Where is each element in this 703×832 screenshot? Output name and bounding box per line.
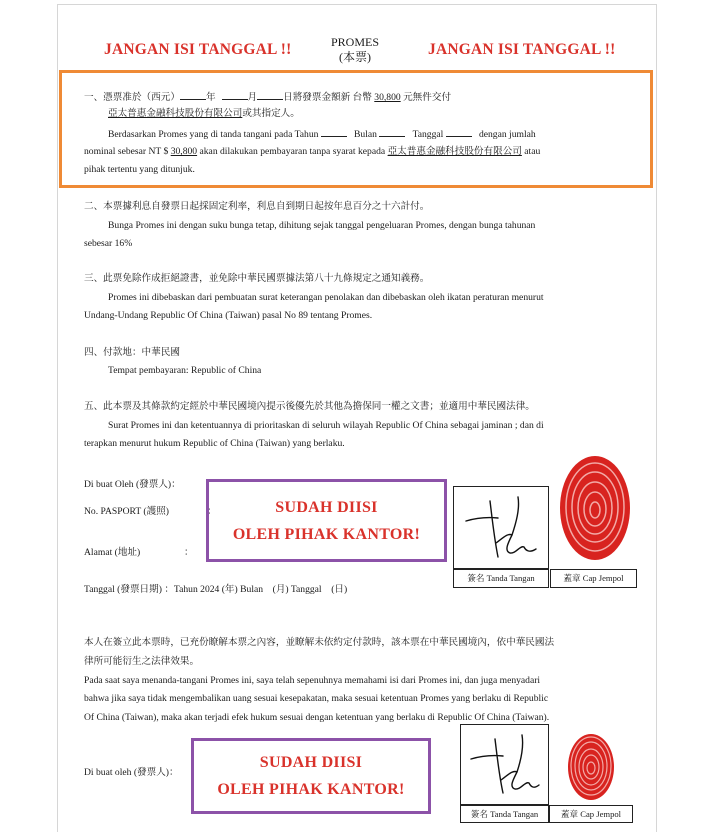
amount-value: 30,800 [374,92,401,103]
address-colon: ： [184,547,194,558]
address-label: Alamat (地址) [84,547,141,558]
office-notice-1-line-2: OLEH PIHAK KANTOR! [232,525,421,543]
office-notice-2-line-1: SUDAH DIISI [259,754,363,771]
footer-issuer-label: Di buat oleh (發票人)： [84,767,179,778]
section-1-zh-line-1: 一、憑票准於（西元） 年 月 日將發票金額新 台幣 30,800 元無件交付 [84,92,452,103]
title-subtitle: (本票) [339,50,371,64]
section-1-id-line-1: Berdasarkan Promes yang di tanda tangani pada Tahun Bulan Tanggal dengan jumlah [108,129,536,140]
date-warning-left: JANGAN ISI TANGGAL !! [104,41,292,58]
title-text: PROMES [330,35,380,49]
declaration-id-line-2: bahwa jika saya tidak mengembalikan uang sesuai kesepakatan, maka sesuai ketentuan Promes yang berlaku di Republic [84,693,549,704]
signature-box-2 [460,724,549,805]
section-5-id-line-1: Surat Promes ini dan ketentuannya di prioritaskan di seluruh wilayah Republic Of China sebagai jaminan ; dan di [108,420,544,431]
document-title [322,35,388,65]
signature-box-1 [453,486,549,569]
section-3-id-line-2: Undang-Undang Republic Of China (Taiwan) pasal No 89 tentang Promes. [84,310,373,321]
declaration-zh-line-1: 本人在簽立此本票時，已充份瞭解本票之內容，並瞭解未依約定付款時，該本票在中華民國境內，依中華民國法 [84,637,555,648]
issuer-label: Di buat Oleh (發票人)： [84,479,181,490]
section-4-id: Tempat pembayaran: Republic of China [108,365,262,376]
declaration-id-line-1: Pada saat saya menanda-tangani Promes ini, saya telah sepenuhnya memahami isi dari Promes ini, dan juga menyadari [84,675,541,686]
signature-label-1: 簽名 Tanda Tangan [453,569,549,588]
date-warning-right: JANGAN ISI TANGGAL !! [428,41,616,58]
declaration-zh-line-2: 律所可能衍生之法律效果。 [84,656,200,667]
section-1-id-line-3: pihak tertentu yang ditunjuk. [84,164,195,175]
section-4-zh: 四、付款地：中華民國 [84,347,180,358]
fingerprint-2 [565,731,617,803]
section-2-id-line-2: sebesar 16% [84,238,133,249]
section-3-id-line-1: Promes ini dibebaskan dari pembuatan surat keterangan penolakan dan dibebaskan oleh ikatan peraturan menurut [108,292,544,303]
stamp-label-2: 蓋章 Cap Jempol [549,805,633,823]
fingerprint-1 [556,452,634,564]
passport-colon: ： [207,506,217,517]
section-1-id-line-2: nominal sebesar NT $ 30,800 akan dilakukan pembayaran tanpa syarat kepada 亞太普惠金融科技股份有限公司 atau [84,146,541,157]
passport-label: No. PASPORT (護照) [84,506,169,517]
section-2-zh: 二、本票據利息自發票日起採固定利率，利息自到期日起按年息百分之十六計付。 [84,201,430,212]
handwritten-signature-2 [461,725,548,804]
section-5-zh: 五、此本票及其條款約定經於中華民國境內提示後優先於其他為擔保同一權之文書；並適用中華民國法律。 [84,401,535,412]
office-notice-1-line-1: SUDAH DIISI [275,498,378,516]
section-1-zh-line-2: 亞太普惠金融科技股份有限公司或其指定人。 [108,108,300,119]
section-2-id-line-1: Bunga Promes ini dengan suku bunga tetap, dihitung sejak tanggal pengeluaran Promes, dengan bunga tahunan [108,220,536,231]
declaration-id-line-3: Of China (Taiwan), maka akan terjadi efek hukum sesuai dengan ketentuan yang berlaku di Republic Of China (Taiwan). [84,712,550,723]
stamp-label-1: 蓋章 Cap Jempol [550,569,637,588]
handwritten-signature-1 [454,487,548,568]
office-notice-box-1 [206,479,447,562]
office-notice-box-2 [191,738,431,814]
signature-label-2: 簽名 Tanda Tangan [460,805,549,823]
section-3-zh: 三、此票免除作成拒絕證書，並免除中華民國票據法第八十九條規定之通知義務。 [84,273,430,284]
payee-company: 亞太普惠金融科技股份有限公司 [108,108,243,119]
issue-date-line: Tanggal (發票日期) ：Tahun 2024 (年) Bulan (月) Tanggal (日) [84,584,348,595]
section-5-id-line-2: terapkan menurut hukum Republic of China (Taiwan) yang berlaku. [84,438,345,449]
office-notice-2-line-2: OLEH PIHAK KANTOR! [217,781,405,798]
